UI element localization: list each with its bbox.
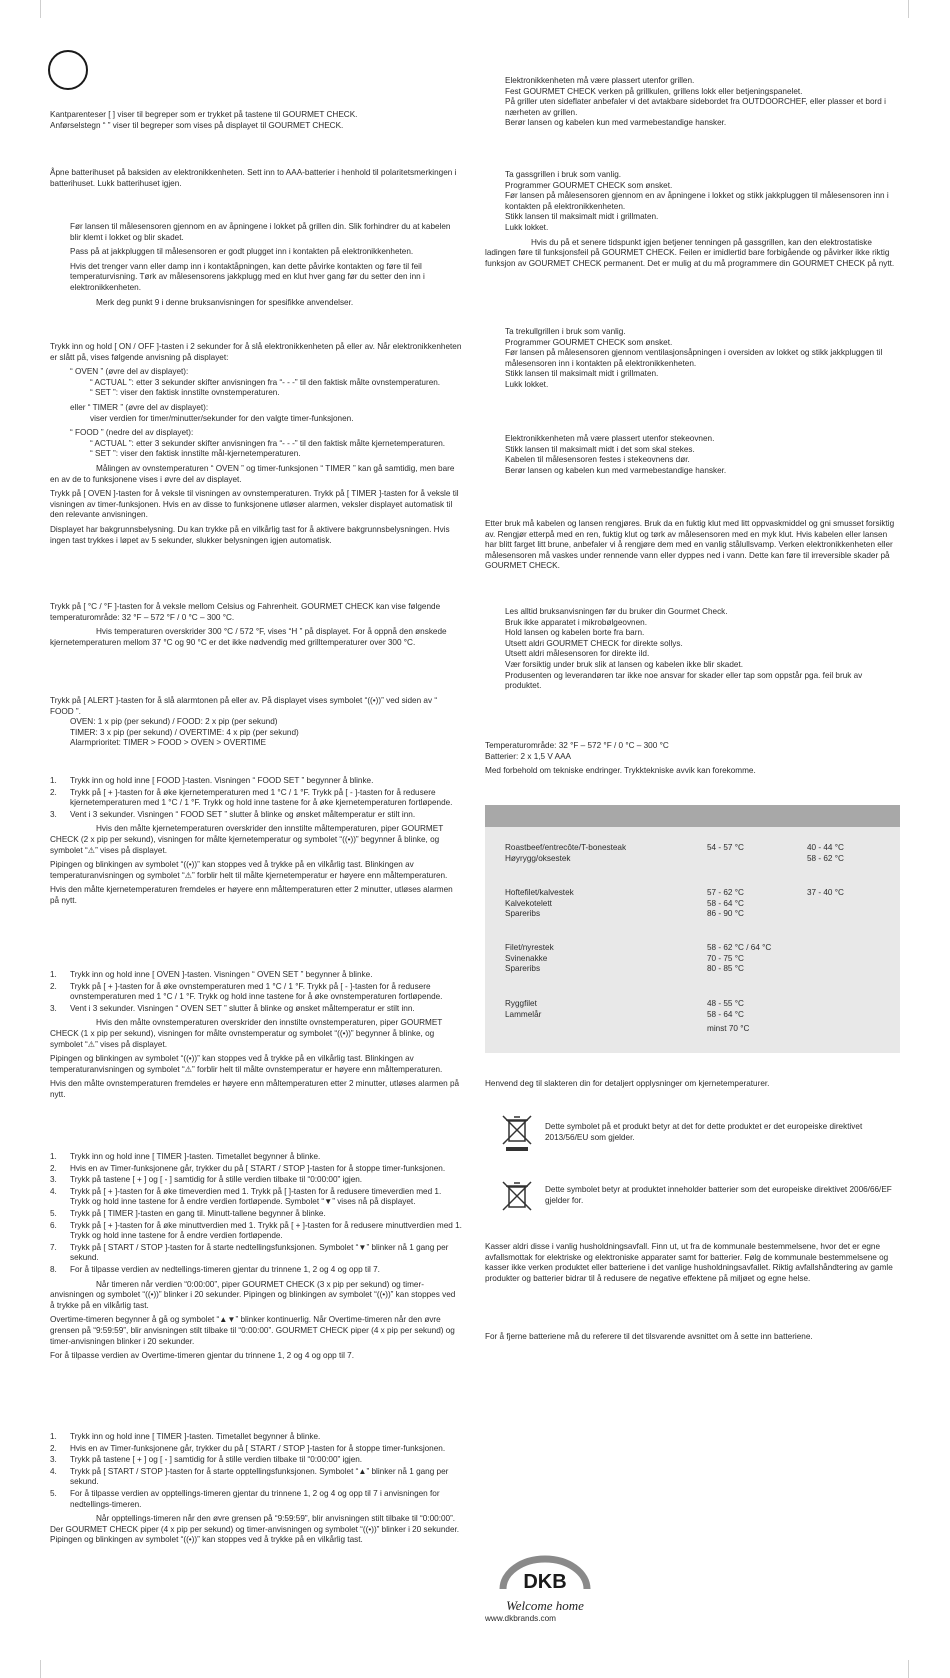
alert-text: Trykk på [ ALERT ]-tasten for å slå alarmtonen på eller av. På displayet vises symbolet “((•))” ved siden av “ FOOD ”. <box>50 696 438 716</box>
food-set-section <box>50 776 462 911</box>
probe-note: Pass på at jakkpluggen til målesensoren er godt plugget inn i kontakten på elektronikkenheten. <box>70 247 414 257</box>
probe-note: Før lansen til målesensoren gjennom en av åpningene i lokket på grillen din. Slik forhindrer du at kabelen blir klemt i lokket og blir skadet. <box>70 222 451 242</box>
grill-general-line: Berør lansen og kabelen kun med varmebestandige hansker. <box>505 118 727 128</box>
oven-key-text: Trykk på [ OVEN ]-tasten for å veksle til visningen av ovnstemperaturen. Trykk på [ TIMER ]-tasten for å veksle til visningen av timer-funksjonen. Hvis en av disse to funksjonene utløser alarmen, veksler displayet automatisk til den relevante anvisningen. <box>50 489 459 520</box>
section-circle-mark <box>48 50 88 90</box>
gas-step: Stikk lansen til maksimalt midt i grillmaten. <box>505 212 659 222</box>
table-cell: 57 - 62 °C <box>707 888 744 897</box>
table-cell: Filet/nyrestek <box>505 943 554 952</box>
backlight-text: Displayet har bakgrunnsbelysning. Du kan trykke på en vilkårlig tast for å aktivere bakgrunnsbelysningen. Hvis ingen tast trykkes i løpet av 5 sekunder, slukker belysningen igjen automatisk. <box>50 524 450 545</box>
weee-text-1 <box>485 1122 900 1147</box>
oven-repeat: Hvis den målte ovnstemperaturen fremdeles er høyere enn måltemperaturen etter 2 minutter, utløses alarmen på nytt. <box>50 1079 460 1099</box>
list-item: 3. Trykk på tastene [ + ] og [ - ] samtidig for å stille verdien tilbake til “0:00:00” igjen. <box>50 1175 363 1185</box>
table-cell: Hoftefilet/kalvestek <box>505 888 574 897</box>
count-steps <box>50 1432 462 1510</box>
overtime-text: Overtime-timeren begynner å gå og symbolet “▲▼” blinker kontinuerlig. Når Overtime-timeren når den øvre grensen på “9:59:59”, blir anvisningen stilt tilbake til “0:00:00”. GOURMET CHECK piper (4 x pip per sekund) og timer-anvisningen blinker i 20 sekunder. <box>50 1315 455 1346</box>
countup-section <box>50 1432 462 1550</box>
gas-step: Programmer GOURMET CHECK som ønsket. <box>505 180 673 190</box>
list-item: 1. Trykk inn og hold inne [ TIMER ]-tasten. Timetallet begynner å blinke. <box>50 1432 321 1441</box>
list-item: 1. Trykk inn og hold inne [ OVEN ]-tasten. Visningen “ OVEN SET ” begynner å blinke. <box>50 970 373 979</box>
food-steps <box>50 776 462 820</box>
disposal-section <box>485 1242 900 1288</box>
list-item: 4. Trykk på [ + ]-tasten for å øke timeverdien med 1. Trykk på [ ]-tasten for å redusere timeverdien med 1. Trykk og hold inne tastene for å endre verdien fortløpende. Symbolet “▼” vises nå på displayet. <box>50 1186 442 1207</box>
list-item: 3. Vent i 3 sekunder. Visningen “ FOOD SET ” slutter å blinke og ønsket måltemperatur er stilt inn. <box>50 809 416 819</box>
oven-stop: Pipingen og blinkingen av symbolet “((•))” kan stoppes ved å trykke på en vilkårlig tast. Blinkingen av temperaturanvisningen og symbolet “⚠” forblir helt til målte ovnstemperatur er høyere enn måltemperaturen. <box>50 1054 443 1074</box>
food-note: Hvis den målte kjernetemperaturen overskrider den innstilte måltemperaturen, piper GOURMET CHECK (2 x pip per sekund), visningen for målte kjernetemperatur og symbolet “((•))” begynner å blinke, og symbolet “⚠” vises på displayet. <box>50 824 444 855</box>
safety-line: Les alltid bruksanvisningen før du bruker din Gourmet Check. <box>505 607 728 616</box>
list-item: 2. Trykk på [ + ]-tasten for å øke ovnstemperaturen med 1 °C / 1 °F. Trykk på [ - ]-tasten for å redusere ovnstemperaturen med 1 °C / 1 °F. Trykk og hold inne tastene for å øke ovnstemperaturen fortløpende. <box>50 981 443 1002</box>
oven-use-line: Elektronikkenheten må være plassert utenfor stekeovnen. <box>505 434 715 443</box>
table-cell: Ryggfilet <box>505 999 537 1008</box>
list-item: 8. For å tilpasse verdien av nedtellings-timeren gjentar du trinnene 1, 2 og 4 og opp til 7. <box>50 1264 380 1274</box>
alert-line: Alarmprioritet: TIMER > FOOD > OVEN > OVERTIME <box>70 738 267 748</box>
oven-note: Hvis den målte ovnstemperaturen overskrider den innstilte ovnstemperaturen, piper GOURMET CHECK (1 x pip per sekund), visningen for målte ovnstemperatur og symbolet “((•))” begynner å blinke, og symbolet “⚠” vises på displayet. <box>50 1018 443 1049</box>
table-cell: Svinenakke <box>505 953 548 963</box>
unit-section <box>50 602 462 652</box>
probe-notes <box>50 222 462 312</box>
timer-note: Når timeren når verdien “0:00:00”, piper GOURMET CHECK (3 x pip per sekund) og timer-anvisningen og symbolet “((•))” blinker i 20 sekunder. Pipingen og blinkingen av symbolet “((•))” kan stoppes ved å trykke på en vilkårlig tast. <box>50 1279 456 1310</box>
logo-arc-icon <box>495 1555 595 1595</box>
list-item: 6. Trykk på [ + ]-tasten for å øke minuttverdien med 1. Trykk på [ + ]-tasten for å redusere minuttverdien med 1. Trykk og hold inne tastene for å endre verdien fortløpende. <box>50 1220 462 1241</box>
specs-section <box>485 741 900 781</box>
table-cell: minst 70 °C <box>707 1024 750 1034</box>
safety-line: Hold lansen og kabelen borte fra barn. <box>505 628 645 638</box>
crossed-bin-icon <box>500 1112 534 1152</box>
oven-set: “ SET ”: viser den faktisk innstilte ovnstemperaturen. <box>90 388 280 398</box>
cleaning-section <box>485 519 900 576</box>
battery-section <box>50 168 462 193</box>
oven-use-section <box>485 434 900 480</box>
alert-line: TIMER: 3 x pip (per sekund) / OVERTIME: 4 x pip (per sekund) <box>70 727 299 737</box>
timer-desc: viser verdien for timer/minutter/sekunder for den valgte timer-funksjonen. <box>90 413 354 423</box>
grill-general-line: På griller uten sideflater anbefaler vi det avtakbare sidebordet fra OUTDOORCHEF, eller plasser et bord i nærheten av grillen. <box>505 97 886 117</box>
timer-steps <box>50 1152 462 1276</box>
list-item: 1. Trykk inn og hold inne [ FOOD ]-tasten. Visningen “ FOOD SET ” begynner å blinke. <box>50 776 374 785</box>
oven-use-line: Berør lansen og kabelen kun med varmebestandige hansker. <box>505 465 727 475</box>
oven-actual: “ ACTUAL ”: etter 3 sekunder skifter anvisningen fra “- - -” til den faktisk målte ovnstemperaturen. <box>90 377 441 387</box>
butcher-section <box>485 1079 900 1094</box>
table-cell: 86 - 90 °C <box>707 909 744 919</box>
unit-text: Trykk på [ °C / °F ]-tasten for å veksle mellom Celsius og Fahrenheit. GOURMET CHECK kan vise følgende temperaturområde: 32 °F – 572 °F / 0 °C – 300 °C. <box>50 602 441 622</box>
butcher-text: Henvend deg til slakteren din for detaljert opplysninger om kjernetemperaturer. <box>485 1079 770 1088</box>
table-cell: 58 - 62 °C <box>807 853 844 863</box>
safety-line: Produsenten og leverandøren tar ikke noe ansvar for skader eller tap som oppstår pga. feil bruk av produktet. <box>505 670 863 691</box>
logo-tagline: Welcome home <box>506 1598 584 1613</box>
food-actual: “ ACTUAL ”: etter 3 sekunder skifter anvisningen fra “- - -” til den faktisk målte kjernetemperaturen. <box>90 438 446 448</box>
charcoal-step: Før lansen på målesensoren gjennom ventilasjonsåpningen i oversiden av lokket og stikk jakkpluggen til målesensoren inn i kontakten på elektronikkenheten. <box>505 348 883 368</box>
table-cell: 58 - 64 °C <box>707 898 744 908</box>
specs-note: Med forbehold om tekniske endringer. Trykktekniske avvik kan forekomme. <box>485 766 756 776</box>
alert-section <box>50 696 462 753</box>
gas-step: Ta gassgrillen i bruk som vanlig. <box>505 170 622 179</box>
spec-line: Temperaturområde: 32 °F – 572 °F / 0 °C – 300 °C <box>485 741 669 750</box>
table-cell: Roastbeef/entrecôte/T-bonesteak <box>505 843 627 852</box>
table-cell: 37 - 40 °C <box>807 888 844 897</box>
list-item: 3. Vent i 3 sekunder. Visningen “ OVEN SET ” slutter å blinke og ønsket måltemperatur er stilt inn. <box>50 1003 415 1013</box>
table-header-bar <box>485 805 900 827</box>
list-item: 2. Hvis en av Timer-funksjonene går, trykker du på [ START / STOP ]-tasten for å stoppe timer-funksjonen. <box>50 1163 446 1173</box>
weee-text: Dette symbolet på et produkt betyr at det for dette produktet er det europeiske direktivet 2013/56/EU som gjelder. <box>545 1122 863 1142</box>
oven-set-section <box>50 970 462 1105</box>
safety-line: Vær forsiktig under bruk slik at lansen og kabelen ikke blir skadet. <box>505 659 744 669</box>
table-cell: 48 - 55 °C <box>707 999 744 1008</box>
intro-line: Anførselstegn “ ” viser til begreper som vises på displayet til GOURMET CHECK. <box>50 120 344 130</box>
table-cell: 58 - 62 °C / 64 °C <box>707 943 772 952</box>
battery-removal-section <box>485 1332 900 1347</box>
list-item: 5. For å tilpasse verdien av opptellings-timeren gjentar du trinnene 1, 2 og 4 og opp til 7 i anvisningen for nedtellings-timeren. <box>50 1488 440 1509</box>
crop-mark <box>908 0 909 18</box>
gas-note: Hvis du på et senere tidspunkt igjen betjener tenningen på gassgrillen, kan den elektrostatiske ladingen føre til funksjonsfeil på GOURMET CHECK. Feilen er imidlertid bare forbigående og påvirker ikke riktig funksjon av GOURMET CHECK permanent. Det er mulig at du må programmere din GOURMET CHECK på nytt. <box>485 237 895 268</box>
table-cell: 70 - 75 °C <box>707 953 744 963</box>
safety-line: Bruk ikke apparatet i mikrobølgeovnen. <box>505 617 647 627</box>
battery-removal-text: For å fjerne batteriene må du referere til det tilsvarende avsnittet om å sette inn batteriene. <box>485 1332 813 1341</box>
oven-title: “ OVEN ” (øvre del av displayet): <box>70 367 189 377</box>
oven-use-line: Kabelen til målesensoren festes i stekeovnens dør. <box>505 455 690 465</box>
table-cell: Spareribs <box>505 964 541 974</box>
crossed-bin-battery-icon <box>500 1178 534 1218</box>
charcoal-step: Stikk lansen til maksimalt midt i grillmaten. <box>505 369 659 379</box>
website: www.dkbrands.com <box>485 1614 556 1623</box>
food-repeat: Hvis den målte kjernetemperaturen fremdeles er høyere enn måltemperaturen etter 2 minutter, utløses alarmen på nytt. <box>50 885 453 905</box>
safety-line: Utsett aldri målesensoren for direkte ild. <box>505 649 650 659</box>
food-title: “ FOOD ” (nedre del av displayet): <box>70 428 194 438</box>
oven-steps <box>50 970 462 1014</box>
intro-block <box>50 110 462 135</box>
probe-note: Hvis det trenger vann eller damp inn i kontaktåpningen, kan dette påvirke kontakten og føre til feil temperaturvisning. Tørk av målesensorens jakkplugg med en klut hver gang før du setter den inn i elektronikkenheten. <box>70 261 425 292</box>
probe-ref: Merk deg punkt 9 i denne bruksanvisningen for spesifikke anvendelser. <box>96 297 354 307</box>
grill-general-line: Fest GOURMET CHECK verken på grillkulen, grillens lokk eller betjeningspanelet. <box>505 86 803 96</box>
crop-mark <box>40 0 41 18</box>
crop-mark <box>908 1660 909 1678</box>
website-block <box>485 1614 900 1629</box>
alt-note: Målingen av ovnstemperaturen “ OVEN ” og timer-funksjonen “ TIMER ” kan gå samtidig, men bare en av de to funksjonene vises i øvre del av displayet. <box>50 463 455 484</box>
gas-step: Lukk lokket. <box>505 222 549 232</box>
list-item: 3. Trykk på tastene [ + ] og [ - ] samtidig for å stille verdien tilbake til “0:00:00” igjen. <box>50 1455 363 1465</box>
cleaning-text: Etter bruk må kabelen og lansen rengjøres. Bruk da en fuktig klut med litt oppvaskmiddel og gni smusset forsiktig av. Rengjør etterpå med en ren, fuktig klut og tørk av målesensoren med en myk klut. Hvis kabelen eller lansen har blitt farget litt brune, anbefaler vi å rengjøre dem med en vanlig stålullsvamp. Verken elektronikkenheten eller målesensoren må vaskes under rennende vann eller dyppes ned i vann. Dette kan føre til irreversible skader på GOURMET CHECK. <box>485 519 895 571</box>
countdown-section <box>50 1152 462 1366</box>
grill-general-line: Elektronikkenheten må være plassert utenfor grillen. <box>505 76 695 85</box>
grill-general <box>485 76 900 133</box>
dkb-logo <box>495 1555 595 1614</box>
food-stop: Pipingen og blinkingen av symbolet “((•))” kan stoppes ved å trykke på en vilkårlig tast. Blinkingen av temperaturanvisningen og symbolet “⚠” forblir helt til målte kjernetemperatur er høyere enn måltemperaturen. <box>50 860 448 880</box>
onoff-section <box>50 342 462 550</box>
weee-text-2 <box>485 1185 900 1210</box>
overtime-adjust: For å tilpasse verdien av Overtime-timeren gjentar du trinnene 1, 2 og 4 og opp til 7. <box>50 1351 355 1361</box>
timer-title: eller “ TIMER ” (øvre del av displayet): <box>70 402 209 412</box>
oven-use-line: Stikk lansen til maksimalt midt i det som skal stekes. <box>505 444 695 454</box>
charcoal-step: Ta trekullgrillen i bruk som vanlig. <box>505 327 626 336</box>
alert-line: OVEN: 1 x pip (per sekund) / FOOD: 2 x pip (per sekund) <box>70 717 278 727</box>
table-cell: Spareribs <box>505 909 541 919</box>
list-item: 1. Trykk inn og hold inne [ TIMER ]-tasten. Timetallet begynner å blinke. <box>50 1152 321 1161</box>
gas-step: Før lansen på målesensoren gjennom en av åpningene i lokket og stikk jakkpluggen til målesensoren inn i kontakten på elektronikkenheten. <box>505 191 889 211</box>
table-cell: 40 - 44 °C <box>807 843 844 852</box>
table-cell: Lammelår <box>505 1009 542 1019</box>
core-temperature-table <box>485 805 900 1053</box>
list-item: 2. Trykk på [ + ]-tasten for å øke kjernetemperaturen med 1 °C / 1 °F. Trykk på [ - ]-tasten for å redusere kjernetemperaturen med 1 °C / 1 °F. Trykk og hold inne tastene for å øke kjernetemperaturen fortløpende. <box>50 787 453 808</box>
crop-mark <box>40 1660 41 1678</box>
onoff-intro: Trykk inn og hold [ ON / OFF ]-tasten i 2 sekunder for å slå elektronikkenheten på eller av. Når elektronikkenheten er slått på, vises følgende anvisning på displayet: <box>50 342 462 362</box>
charcoal-step: Programmer GOURMET CHECK som ønsket. <box>505 337 673 347</box>
battery-text: Åpne batterihuset på baksiden av elektronikkenheten. Sett inn to AAA-batterier i henhold til polaritetsmerkingen i batterihuset. Lukk batterihuset igjen. <box>50 168 457 188</box>
table-cell: Kalvekotelett <box>505 898 552 908</box>
safety-section <box>485 607 900 696</box>
disposal-text: Kasser aldri disse i vanlig husholdningsavfall. Finn ut, ut fra de kommunale bestemmelsene, hvor det er egne avfallsmottak for elektriske og elektroniske apparater samt for batterier. Følg de kommunale bestemmelsene og kasser ikke verken produktet eller batteriene i det vanlige husholdningsavfallet. Riktig avfallshåndtering av gamle produkter og batterier bidrar til å redusere de negative effektene på miljøet og egne helse. <box>485 1242 893 1283</box>
charcoal-step: Lukk lokket. <box>505 379 549 389</box>
count-note: Når opptellings-timeren når den øvre grensen på “9:59:59”, blir anvisningen stilt tilbake til “0:00:00”. Der GOURMET CHECK piper (4 x pip per sekund) og timer-anvisningen og symbolet “((•))” blinker i 20 sekunder. Pipingen og blinkingen av symbolet “((•))” kan stoppes ved å trykke på en vilkårlig tast. <box>50 1514 460 1545</box>
food-set: “ SET ”: viser den faktisk innstilte mål-kjernetemperaturen. <box>90 449 301 459</box>
list-item: 7. Trykk på [ START / STOP ]-tasten for å starte nedtellingsfunksjonen. Symbolet “▼” blinker nå 1 gang per sekund. <box>50 1242 449 1263</box>
charcoal-section <box>485 327 900 395</box>
table-cell: Høyrygg/oksestek <box>505 853 571 863</box>
intro-line: Kantparenteser [ ] viser til begreper som er trykket på tastene til GOURMET CHECK. <box>50 110 358 119</box>
table-cell: 80 - 85 °C <box>707 964 744 974</box>
list-item: 4. Trykk på [ START / STOP ]-tasten for å starte opptellingsfunksjonen. Symbolet “▲” blinker nå 1 gang per sekund. <box>50 1466 449 1487</box>
unit-note: Hvis temperaturen overskrider 300 °C / 572 °F, vises “H ” på displayet. For å oppnå den ønskede kjernetemperaturen mellom 37 °C og 90 °C er det ikke nødvendig med grilltemperaturer over 300 °C. <box>50 627 447 647</box>
table-cell: 54 - 57 °C <box>707 843 744 852</box>
list-item: 2. Hvis en av Timer-funksjonene går, trykker du på [ START / STOP ]-tasten for å stoppe timer-funksjonen. <box>50 1443 446 1453</box>
table-cell: 58 - 64 °C <box>707 1009 744 1019</box>
logo-text: DKB <box>523 1571 567 1593</box>
safety-line: Utsett aldri GOURMET CHECK for direkte sollys. <box>505 638 683 648</box>
spec-line: Batterier: 2 x 1,5 V AAA <box>485 751 572 761</box>
gas-section <box>485 170 900 273</box>
list-item: 5. Trykk på [ TIMER ]-tasten en gang til. Minutt-tallene begynner å blinke. <box>50 1208 326 1218</box>
weee-text: Dette symbolet betyr at produktet inneholder batterier som det europeiske direktivet 2006/66/EF gjelder for. <box>545 1185 892 1205</box>
